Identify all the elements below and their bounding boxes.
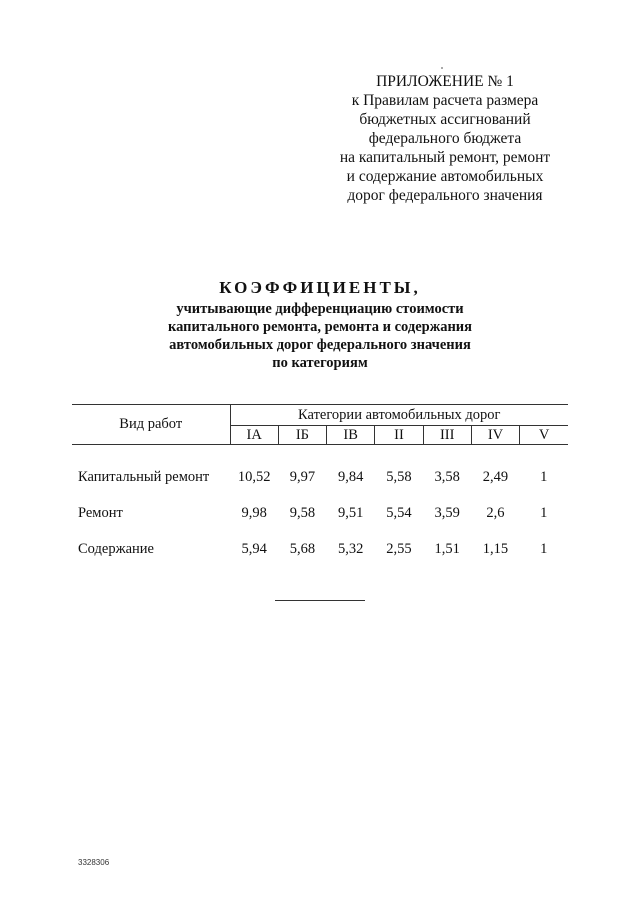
category-header: V	[520, 426, 568, 445]
coefficient-cell: 1	[540, 540, 548, 557]
coefficients-table	[72, 404, 568, 567]
coefficients-table-wrap	[72, 404, 568, 567]
appendix-block	[330, 72, 560, 205]
coefficient-cell: 5,94	[241, 540, 267, 557]
coefficient-cell: 9,84	[337, 468, 364, 485]
table-row	[72, 495, 568, 531]
table-row	[72, 445, 568, 496]
coefficient-cell: 2,55	[386, 540, 412, 557]
coefficient-cell: 1	[540, 468, 548, 485]
coefficient-cell: 5,54	[386, 504, 412, 521]
table-row	[72, 531, 568, 567]
subtitle-line: учитывающие дифференциацию стоимости	[176, 301, 464, 317]
column-header-work-type: Вид работ	[72, 405, 230, 445]
document-title: КОЭФФИЦИЕНТЫ,	[219, 278, 421, 297]
coefficient-cell: 9,51	[337, 504, 364, 521]
document-subtitle	[0, 300, 640, 372]
coefficient-cell: 1,15	[482, 540, 509, 557]
coefficient-cell: 9,58	[289, 504, 316, 521]
subtitle-line: автомобильных дорог федерального значения	[169, 337, 471, 353]
coefficient-cell: 5,32	[337, 540, 364, 557]
coefficient-cell: 9,97	[289, 468, 316, 485]
appendix-line: бюджетных ассигнований	[359, 111, 531, 128]
appendix-line: федерального бюджета	[368, 130, 522, 147]
appendix-line: и содержание автомобильных	[346, 168, 544, 185]
category-header: III	[423, 426, 471, 445]
coefficient-cell: 2,6	[486, 504, 505, 521]
row-label: Капитальный ремонт	[78, 468, 210, 485]
row-label: Ремонт	[78, 504, 123, 521]
subtitle-line: по категориям	[272, 355, 368, 371]
category-header: II	[375, 426, 423, 445]
scan-speck	[441, 67, 443, 69]
category-header: IВ	[327, 426, 375, 445]
subtitle-line: капитального ремонта, ремонта и содержания	[167, 319, 473, 335]
coefficient-cell: 5,58	[386, 468, 412, 485]
coefficient-cell: 2,49	[482, 468, 509, 485]
end-divider	[275, 600, 365, 601]
appendix-heading: ПРИЛОЖЕНИЕ № 1	[376, 73, 514, 90]
row-label: Содержание	[78, 540, 154, 557]
document-code: 3328306	[78, 858, 110, 867]
appendix-line: дорог федерального значения	[347, 187, 543, 204]
column-header-road-categories: Категории автомобильных дорог	[230, 405, 568, 426]
appendix-line: на капитальный ремонт, ремонт	[339, 149, 551, 166]
coefficient-cell: 1,51	[434, 540, 460, 557]
appendix-line: к Правилам расчета размера	[351, 92, 539, 109]
coefficient-cell: 5,68	[289, 540, 316, 557]
coefficient-cell: 9,98	[241, 504, 267, 521]
category-header: IА	[230, 426, 278, 445]
category-header: IБ	[278, 426, 326, 445]
coefficient-cell: 10,52	[237, 468, 271, 485]
coefficient-cell: 3,58	[434, 468, 460, 485]
coefficient-cell: 3,59	[434, 504, 460, 521]
coefficient-cell: 1	[540, 504, 548, 521]
category-header: IV	[471, 426, 519, 445]
